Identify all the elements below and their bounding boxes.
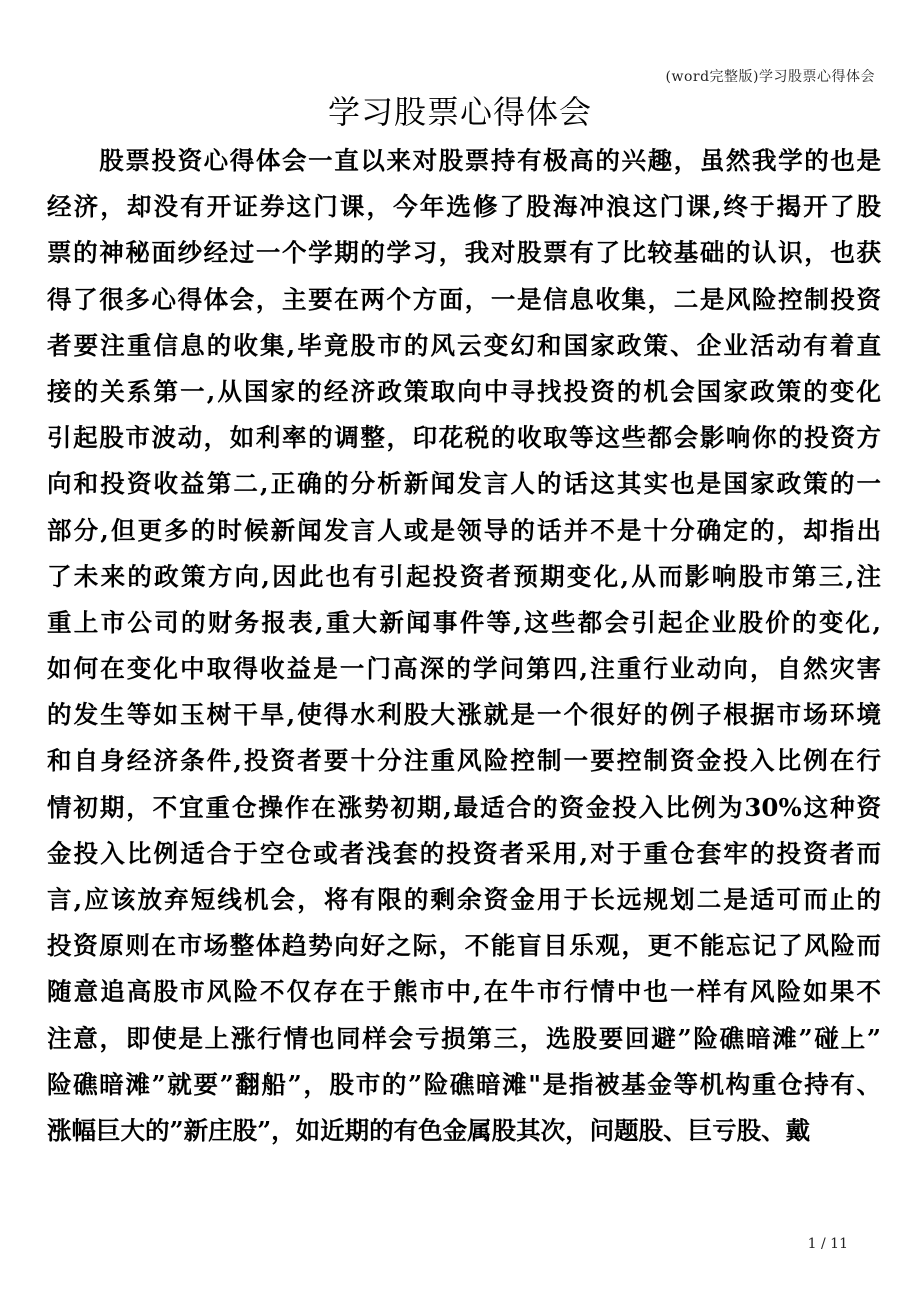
- body-line: 部分,但更多的时候新闻发言人或是领导的话并不是十分确定的，却指出: [47, 515, 881, 545]
- body-line: 如何在变化中取得收益是一门高深的学问第四,注重行业动向，自然灾害: [47, 654, 881, 684]
- body-line: 言,应该放弃短线机会，将有限的剩余资金用于长远规划二是适可而止的: [47, 885, 881, 914]
- body-line: 者要注重信息的收集,毕竟股市的风云变幻和国家政策、企业活动有着直: [47, 330, 881, 360]
- body-line: 的发生等如玉树干旱,使得水利股大涨就是一个很好的例子根据市场环境: [47, 700, 881, 730]
- body-line: 涨幅巨大的”新庄股”，如近期的有色金属股其次，问题股、巨亏股、戴: [47, 1115, 811, 1145]
- body-line: 得了很多心得体会，主要在两个方面，一是信息收集，二是风险控制投资: [47, 284, 881, 314]
- body-line: 情初期，不宜重仓操作在涨势初期,最适合的资金投入比例为30%这种资: [47, 792, 881, 822]
- body-line: 引起股市波动，如利率的调整，印花税的收取等这些都会影响你的投资方: [47, 423, 881, 453]
- body-line: 投资原则在市场整体趋势向好之际，不能盲目乐观，更不能忘记了风险而: [47, 931, 881, 961]
- body-line: 重上市公司的财务报表,重大新闻事件等,这些都会引起企业股价的变化,: [47, 607, 881, 637]
- body-line: 险礁暗滩”就要”翻船”，股市的”险礁暗滩"是指被基金等机构重仓持有、: [47, 1069, 881, 1099]
- page-title: 学习股票心得体会: [327, 93, 592, 131]
- body-line: 金投入比例适合于空仓或者浅套的投资者采用,对于重仓套牢的投资者而: [47, 838, 881, 868]
- running-header: (word完整版)学习股票心得体会: [665, 69, 875, 85]
- document-body: [47, 138, 881, 1154]
- body-line: 了未来的政策方向,因此也有引起投资者预期变化,从而影响股市第三,注: [47, 561, 881, 591]
- body-line: 随意追高股市风险不仅存在于熊市中,在牛市行情中也一样有风险如果不: [47, 977, 881, 1007]
- body-line: 接的关系第一,从国家的经济政策取向中寻找投资的机会国家政策的变化: [47, 376, 881, 406]
- body-line: 和自身经济条件,投资者要十分注重风险控制一要控制资金投入比例在行: [47, 746, 881, 776]
- body-line: 股票投资心得体会一直以来对股票持有极高的兴趣，虽然我学的也是: [47, 146, 881, 175]
- page-number: 1 / 11: [807, 1236, 848, 1252]
- body-line: 向和投资收益第二,正确的分析新闻发言人的话这其实也是国家政策的一: [47, 469, 881, 499]
- body-line: 经济，却没有开证券这门课，今年选修了股海冲浪这门课,终于揭开了股: [47, 192, 881, 222]
- body-line: 票的神秘面纱经过一个学期的学习，我对股票有了比较基础的认识，也获: [47, 238, 881, 268]
- body-line: 注意，即使是上涨行情也同样会亏损第三，选股要回避”险礁暗滩”碰上”: [47, 1023, 881, 1053]
